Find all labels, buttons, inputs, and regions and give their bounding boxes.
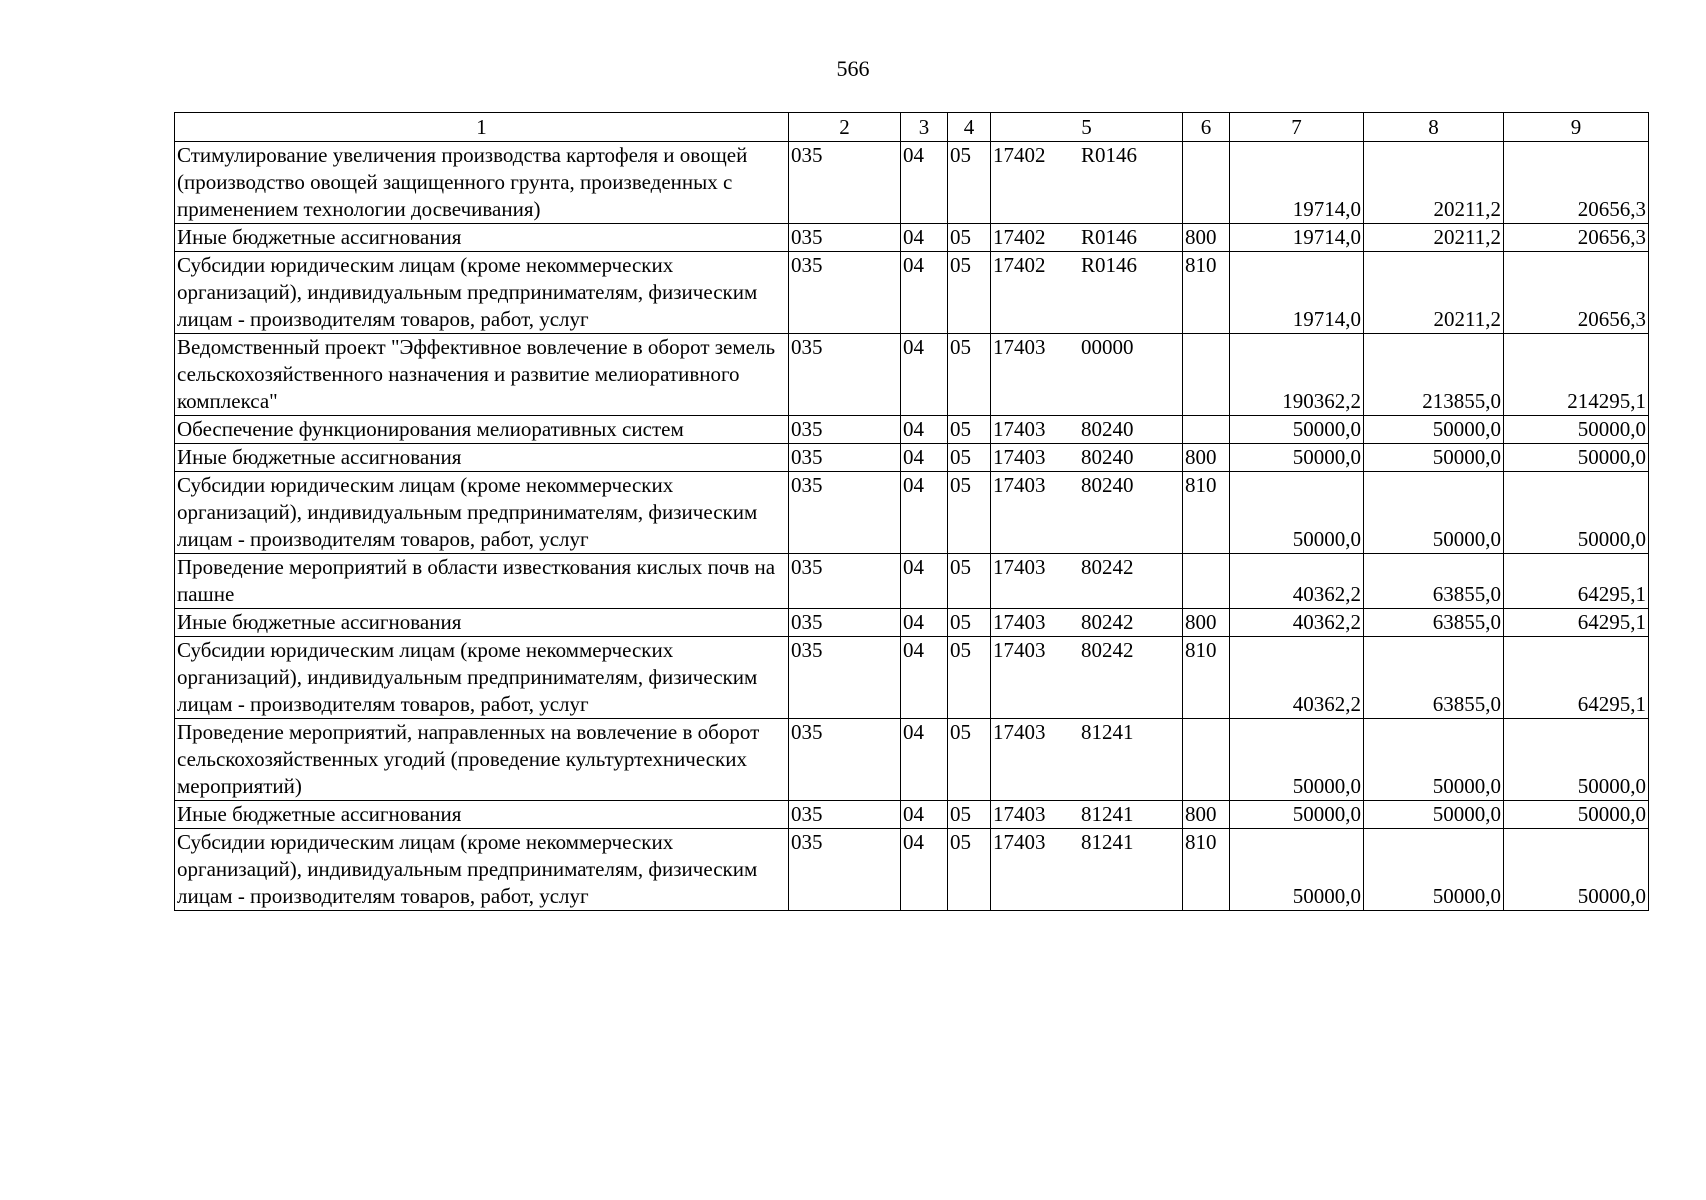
header-cell-3: 3 (901, 113, 948, 142)
target-article-parts (993, 801, 1180, 828)
table-row (175, 609, 1649, 637)
row-name: Иные бюджетные ассигнования (175, 801, 789, 829)
row-admin-code: 035 (789, 829, 901, 911)
row-expense-type: 800 (1183, 444, 1230, 472)
row-admin-code: 035 (789, 334, 901, 416)
target-article-direction: 81241 (1081, 802, 1134, 826)
row-subsection-code: 05 (948, 719, 991, 801)
target-article-program: 17403 (993, 555, 1046, 579)
target-article-direction: R0146 (1081, 143, 1138, 167)
row-section-code: 04 (901, 637, 948, 719)
row-amount-col7: 19714,0 (1230, 224, 1364, 252)
target-article-parts (993, 334, 1180, 361)
row-amount-col8: 50000,0 (1364, 829, 1504, 911)
target-article-direction: 80240 (1081, 417, 1134, 441)
target-article-direction: 81241 (1081, 830, 1134, 854)
target-article-program: 17403 (993, 802, 1046, 826)
row-amount-col7: 50000,0 (1230, 444, 1364, 472)
target-article-direction: 81241 (1081, 720, 1134, 744)
row-expense-type (1183, 416, 1230, 444)
row-expense-type: 810 (1183, 829, 1230, 911)
row-amount-col8: 50000,0 (1364, 416, 1504, 444)
row-section-code: 04 (901, 801, 948, 829)
table-row (175, 637, 1649, 719)
row-subsection-code: 05 (948, 637, 991, 719)
row-admin-code: 035 (789, 801, 901, 829)
header-cell-1: 1 (175, 113, 789, 142)
row-amount-col9: 50000,0 (1504, 801, 1649, 829)
row-amount-col9: 214295,1 (1504, 334, 1649, 416)
row-subsection-code: 05 (948, 142, 991, 224)
row-target-article (991, 334, 1183, 416)
target-article-parts (993, 142, 1180, 169)
target-article-parts (993, 719, 1180, 746)
row-subsection-code: 05 (948, 801, 991, 829)
row-target-article (991, 829, 1183, 911)
row-name: Ведомственный проект "Эффективное вовлечение в оборот земель сельскохозяйственного назначения и развитие мелиоративного комплекса" (175, 334, 789, 416)
target-article-program: 17402 (993, 225, 1046, 249)
row-amount-col9: 50000,0 (1504, 444, 1649, 472)
budget-table (174, 112, 1649, 911)
row-amount-col7: 19714,0 (1230, 142, 1364, 224)
target-article-program: 17403 (993, 830, 1046, 854)
row-admin-code: 035 (789, 224, 901, 252)
target-article-direction: 80240 (1081, 473, 1134, 497)
table-row (175, 444, 1649, 472)
row-amount-col7: 40362,2 (1230, 554, 1364, 609)
row-amount-col7: 50000,0 (1230, 472, 1364, 554)
row-target-article (991, 444, 1183, 472)
target-article-parts (993, 609, 1180, 636)
row-amount-col8: 50000,0 (1364, 444, 1504, 472)
row-admin-code: 035 (789, 472, 901, 554)
row-amount-col8: 213855,0 (1364, 334, 1504, 416)
target-article-program: 17403 (993, 610, 1046, 634)
table-row (175, 252, 1649, 334)
row-target-article (991, 252, 1183, 334)
target-article-direction: R0146 (1081, 225, 1138, 249)
row-subsection-code: 05 (948, 554, 991, 609)
row-subsection-code: 05 (948, 416, 991, 444)
row-target-article (991, 416, 1183, 444)
row-name: Иные бюджетные ассигнования (175, 224, 789, 252)
target-article-direction: 80242 (1081, 638, 1134, 662)
header-cell-6: 6 (1183, 113, 1230, 142)
row-amount-col7: 50000,0 (1230, 719, 1364, 801)
row-amount-col8: 20211,2 (1364, 224, 1504, 252)
target-article-program: 17402 (993, 253, 1046, 277)
row-subsection-code: 05 (948, 334, 991, 416)
row-subsection-code: 05 (948, 444, 991, 472)
row-admin-code: 035 (789, 142, 901, 224)
table-row (175, 554, 1649, 609)
row-amount-col8: 50000,0 (1364, 719, 1504, 801)
row-amount-col9: 50000,0 (1504, 829, 1649, 911)
target-article-direction: 80242 (1081, 610, 1134, 634)
row-section-code: 04 (901, 829, 948, 911)
row-subsection-code: 05 (948, 829, 991, 911)
row-amount-col8: 20211,2 (1364, 252, 1504, 334)
table-row (175, 334, 1649, 416)
target-article-direction: 00000 (1081, 335, 1134, 359)
row-amount-col7: 50000,0 (1230, 801, 1364, 829)
row-expense-type: 800 (1183, 609, 1230, 637)
row-expense-type (1183, 719, 1230, 801)
row-name: Субсидии юридическим лицам (кроме некоммерческих организаций), индивидуальным предпринимателям, физическим лицам - производителям товаров, работ, услуг (175, 829, 789, 911)
row-admin-code: 035 (789, 252, 901, 334)
row-target-article (991, 609, 1183, 637)
table-row (175, 829, 1649, 911)
target-article-program: 17402 (993, 143, 1046, 167)
header-cell-8: 8 (1364, 113, 1504, 142)
row-admin-code: 035 (789, 444, 901, 472)
row-section-code: 04 (901, 252, 948, 334)
row-name: Стимулирование увеличения производства картофеля и овощей (производство овощей защищенного грунта, произведенных с применением технологии досвечивания) (175, 142, 789, 224)
row-expense-type: 800 (1183, 224, 1230, 252)
row-section-code: 04 (901, 554, 948, 609)
row-admin-code: 035 (789, 416, 901, 444)
row-target-article (991, 637, 1183, 719)
row-name: Проведение мероприятий, направленных на вовлечение в оборот сельскохозяйственных угодий (проведение культуртехнических мероприятий) (175, 719, 789, 801)
page-number: 566 (836, 56, 870, 81)
row-name: Обеспечение функционирования мелиоративных систем (175, 416, 789, 444)
row-expense-type (1183, 554, 1230, 609)
row-amount-col7: 50000,0 (1230, 416, 1364, 444)
target-article-parts (993, 637, 1180, 664)
row-target-article (991, 554, 1183, 609)
header-cell-2: 2 (789, 113, 901, 142)
row-subsection-code: 05 (948, 252, 991, 334)
row-amount-col8: 63855,0 (1364, 609, 1504, 637)
table-row (175, 416, 1649, 444)
row-expense-type: 800 (1183, 801, 1230, 829)
row-expense-type (1183, 142, 1230, 224)
row-amount-col9: 64295,1 (1504, 609, 1649, 637)
row-section-code: 04 (901, 472, 948, 554)
target-article-direction: 80240 (1081, 445, 1134, 469)
table-row (175, 142, 1649, 224)
row-expense-type: 810 (1183, 472, 1230, 554)
row-amount-col8: 20211,2 (1364, 142, 1504, 224)
table-row (175, 224, 1649, 252)
row-amount-col7: 19714,0 (1230, 252, 1364, 334)
target-article-program: 17403 (993, 417, 1046, 441)
row-admin-code: 035 (789, 609, 901, 637)
target-article-program: 17403 (993, 335, 1046, 359)
target-article-parts (993, 252, 1180, 279)
table-row (175, 472, 1649, 554)
row-name: Иные бюджетные ассигнования (175, 609, 789, 637)
table-body (175, 113, 1649, 911)
target-article-parts (993, 224, 1180, 251)
row-amount-col7: 40362,2 (1230, 609, 1364, 637)
row-amount-col7: 40362,2 (1230, 637, 1364, 719)
row-amount-col9: 50000,0 (1504, 719, 1649, 801)
target-article-parts (993, 444, 1180, 471)
target-article-program: 17403 (993, 473, 1046, 497)
row-name: Проведение мероприятий в области известкования кислых почв на пашне (175, 554, 789, 609)
target-article-parts (993, 416, 1180, 443)
row-admin-code: 035 (789, 637, 901, 719)
row-amount-col9: 20656,3 (1504, 252, 1649, 334)
row-subsection-code: 05 (948, 609, 991, 637)
header-cell-5: 5 (991, 113, 1183, 142)
row-section-code: 04 (901, 416, 948, 444)
row-section-code: 04 (901, 609, 948, 637)
row-amount-col7: 190362,2 (1230, 334, 1364, 416)
row-subsection-code: 05 (948, 224, 991, 252)
row-expense-type: 810 (1183, 637, 1230, 719)
row-target-article (991, 224, 1183, 252)
row-amount-col8: 63855,0 (1364, 637, 1504, 719)
row-section-code: 04 (901, 719, 948, 801)
row-name: Иные бюджетные ассигнования (175, 444, 789, 472)
header-cell-4: 4 (948, 113, 991, 142)
table-row (175, 719, 1649, 801)
row-section-code: 04 (901, 142, 948, 224)
row-expense-type: 810 (1183, 252, 1230, 334)
row-name: Субсидии юридическим лицам (кроме некоммерческих организаций), индивидуальным предпринимателям, физическим лицам - производителям товаров, работ, услуг (175, 472, 789, 554)
row-admin-code: 035 (789, 554, 901, 609)
header-cell-9: 9 (1504, 113, 1649, 142)
target-article-parts (993, 554, 1180, 581)
target-article-program: 17403 (993, 638, 1046, 662)
row-section-code: 04 (901, 334, 948, 416)
target-article-program: 17403 (993, 720, 1046, 744)
row-amount-col8: 50000,0 (1364, 801, 1504, 829)
row-amount-col9: 64295,1 (1504, 554, 1649, 609)
table-header-row (175, 113, 1649, 142)
row-amount-col8: 50000,0 (1364, 472, 1504, 554)
row-amount-col9: 50000,0 (1504, 416, 1649, 444)
table-row (175, 801, 1649, 829)
row-admin-code: 035 (789, 719, 901, 801)
target-article-direction: R0146 (1081, 253, 1138, 277)
row-amount-col9: 64295,1 (1504, 637, 1649, 719)
header-cell-7: 7 (1230, 113, 1364, 142)
row-amount-col8: 63855,0 (1364, 554, 1504, 609)
target-article-program: 17403 (993, 445, 1046, 469)
row-target-article (991, 801, 1183, 829)
row-name: Субсидии юридическим лицам (кроме некоммерческих организаций), индивидуальным предпринимателям, физическим лицам - производителям товаров, работ, услуг (175, 252, 789, 334)
row-amount-col7: 50000,0 (1230, 829, 1364, 911)
row-target-article (991, 719, 1183, 801)
row-subsection-code: 05 (948, 472, 991, 554)
row-expense-type (1183, 334, 1230, 416)
row-amount-col9: 20656,3 (1504, 224, 1649, 252)
row-section-code: 04 (901, 224, 948, 252)
row-section-code: 04 (901, 444, 948, 472)
row-amount-col9: 20656,3 (1504, 142, 1649, 224)
row-amount-col9: 50000,0 (1504, 472, 1649, 554)
row-target-article (991, 142, 1183, 224)
target-article-direction: 80242 (1081, 555, 1134, 579)
target-article-parts (993, 472, 1180, 499)
target-article-parts (993, 829, 1180, 856)
row-target-article (991, 472, 1183, 554)
row-name: Субсидии юридическим лицам (кроме некоммерческих организаций), индивидуальным предпринимателям, физическим лицам - производителям товаров, работ, услуг (175, 637, 789, 719)
